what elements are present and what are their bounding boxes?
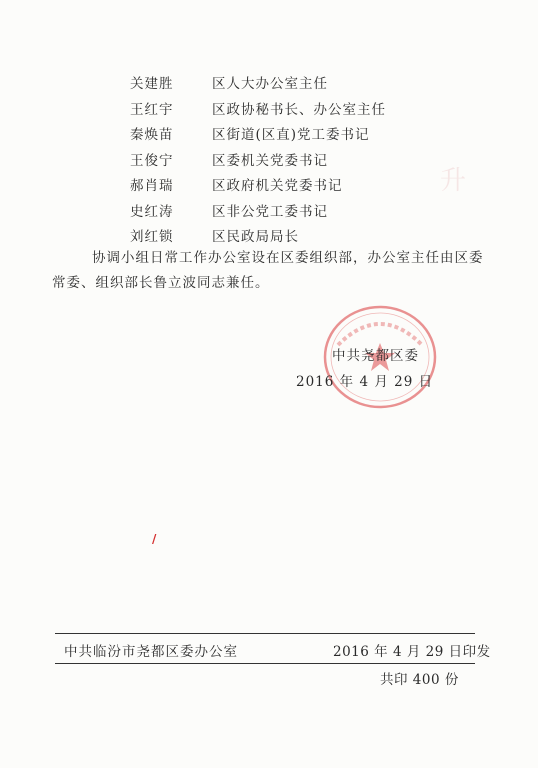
member-name: 王俊宁	[130, 152, 174, 169]
member-name: 郝肖瑞	[130, 178, 174, 194]
member-title: 区非公党工委书记	[212, 203, 328, 220]
member-title: 区政府机关党委书记	[212, 178, 343, 194]
signature-organization: 中共尧都区委	[332, 348, 419, 364]
member-title: 区政协秘书长、办公室主任	[212, 101, 386, 118]
member-list	[130, 72, 386, 251]
member-row	[130, 123, 386, 149]
member-name: 史红涛	[130, 203, 174, 220]
member-row	[130, 174, 386, 200]
member-name: 刘红锁	[130, 229, 174, 245]
member-name: 秦焕苗	[130, 127, 174, 143]
member-title: 区街道(区直)党工委书记	[212, 127, 370, 143]
member-name: 关建胜	[130, 76, 174, 92]
office-paragraph: 协调小组日常工作办公室设在区委组织部，办公室主任由区委常委、组织部长鲁立波同志兼任。	[52, 250, 484, 291]
member-row	[130, 200, 386, 226]
signature-date: 2016 年 4 月 29 日	[296, 374, 434, 390]
member-title: 区委机关党委书记	[212, 152, 328, 169]
faint-bleed-through-mark: 升	[440, 166, 467, 196]
member-name: 王红宇	[130, 101, 174, 118]
member-row	[130, 72, 386, 98]
footer-top-rule	[55, 633, 475, 634]
member-row	[130, 149, 386, 175]
footer-issuer: 中共临汾市尧都区委办公室	[64, 644, 238, 660]
member-title: 区人大办公室主任	[212, 76, 328, 92]
red-tick-mark: /	[152, 532, 157, 546]
footer-bottom-rule	[55, 663, 475, 664]
member-row	[130, 98, 386, 124]
footer-copies: 共印 400 份	[380, 672, 459, 688]
member-title: 区民政局局长	[212, 229, 299, 245]
footer-issue-date: 2016 年 4 月 29 日印发	[333, 644, 491, 660]
